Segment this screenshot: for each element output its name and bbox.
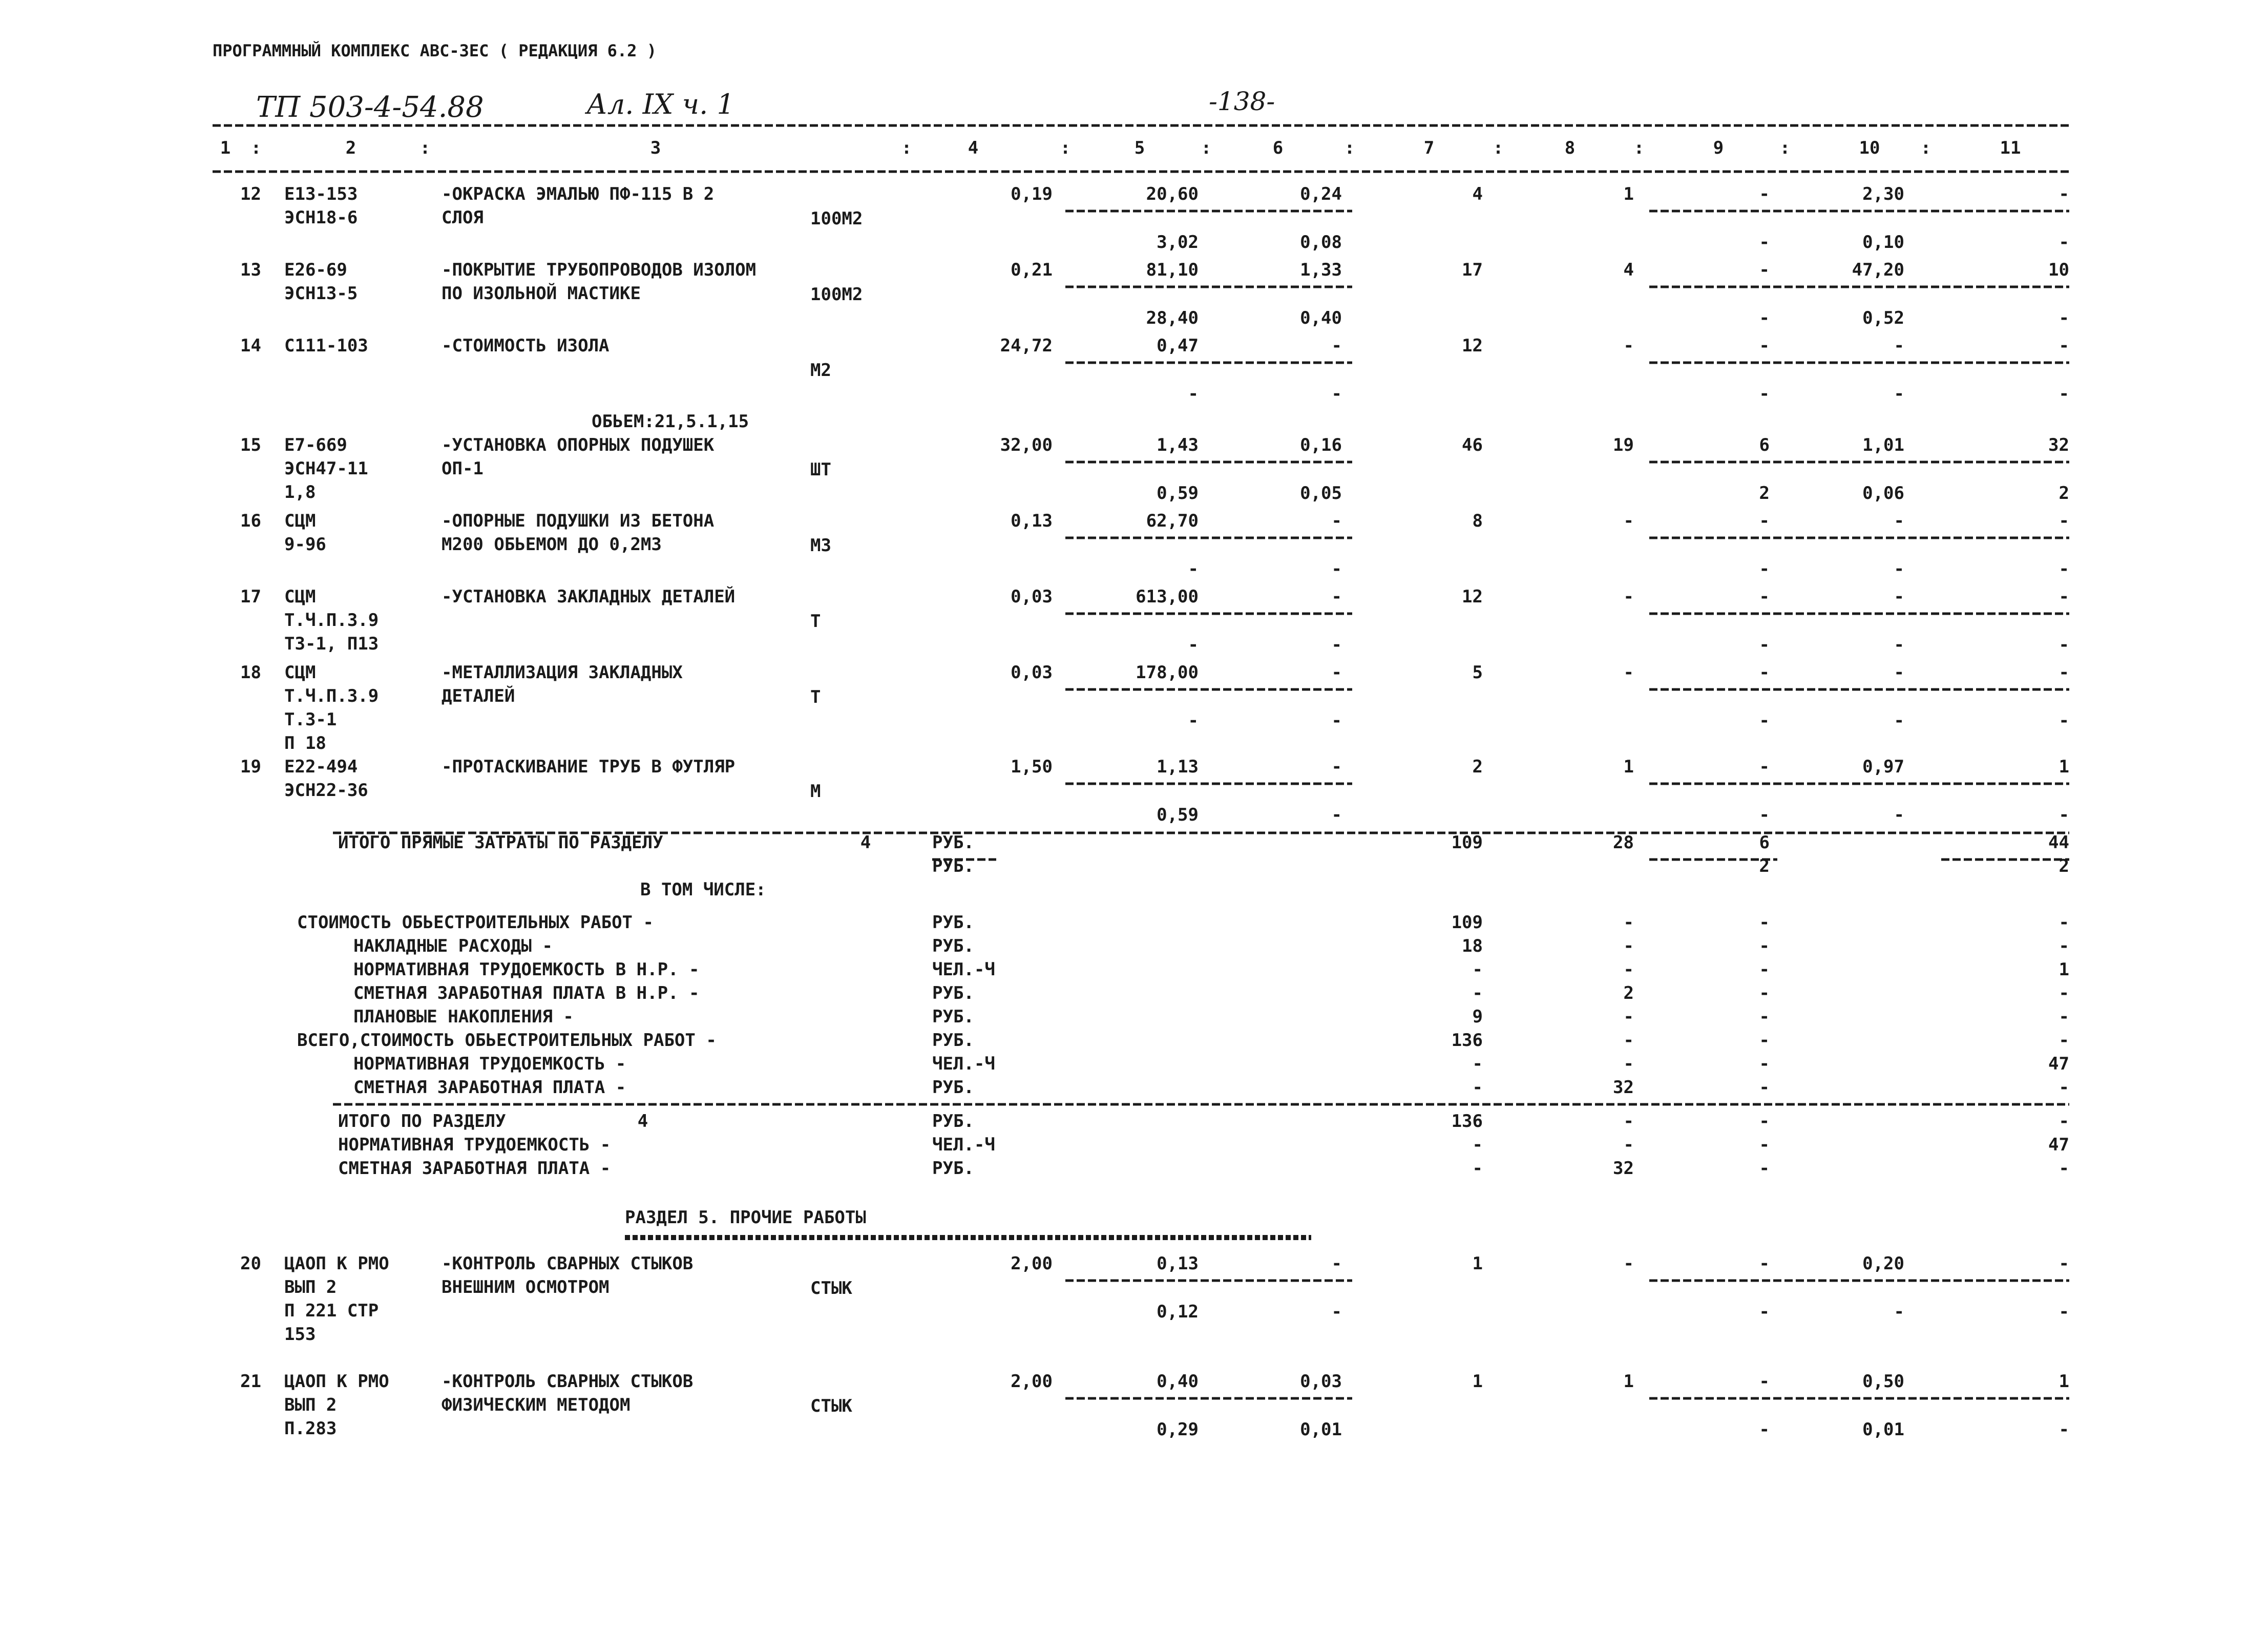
row-unit-machine: -	[1331, 511, 1342, 531]
row-description: ОП-1	[442, 458, 484, 479]
summary-line-col11: -	[2059, 1030, 2069, 1051]
row-description: -ОПОРНЫЕ ПОДУШКИ ИЗ БЕТОНА	[442, 511, 715, 531]
column-separator: :	[1920, 138, 1931, 158]
row-labor: -	[1894, 586, 1904, 607]
row-code: ЭСН13-5	[284, 283, 358, 304]
row-col11: -	[2059, 662, 2069, 683]
row-col9: 6	[1759, 435, 1770, 455]
row-code: П.283	[284, 1418, 337, 1439]
summary-line-machine: 2	[1623, 983, 1634, 1003]
handwritten-page-number: -138-	[1209, 87, 1275, 116]
row-col11-wage: -	[2059, 232, 2069, 253]
row-col11-wage: -	[2059, 1302, 2069, 1322]
row-number: 16	[240, 511, 261, 531]
row-labor: 0,20	[1862, 1253, 1904, 1274]
row-code: П 18	[284, 733, 326, 753]
row-unit-machine: 1,33	[1300, 260, 1342, 280]
row-code: ВЫП 2	[284, 1277, 337, 1297]
row-unit-price: 62,70	[1146, 511, 1199, 531]
row-number: 21	[240, 1371, 261, 1392]
row-col11: 10	[2048, 260, 2069, 280]
section-total-col9: -	[1759, 1158, 1770, 1179]
row-machine-cost: -	[1623, 1253, 1634, 1274]
summary-line-unit: РУБ.	[932, 1007, 974, 1027]
row-unit-machine: -	[1331, 757, 1342, 777]
row-unit-machine: 0,24	[1300, 184, 1342, 204]
total-direct-machine: 28	[1613, 832, 1634, 853]
row-unit-price: 0,13	[1157, 1253, 1199, 1274]
row-code: СЦМ	[284, 586, 316, 607]
row-unit-machine-wage: -	[1331, 710, 1342, 731]
row-unit-price-wage: 28,40	[1146, 308, 1199, 328]
row-unit-price: 0,47	[1157, 336, 1199, 356]
row-machine-cost: -	[1623, 662, 1634, 683]
column-header-2: 2	[345, 138, 356, 158]
row-code: Т.3-1	[284, 709, 337, 730]
row-unit-machine: -	[1331, 586, 1342, 607]
row-unit-machine: -	[1331, 1253, 1342, 1274]
row-col9: -	[1759, 662, 1770, 683]
summary-line-cost: -	[1472, 1077, 1483, 1098]
summary-line-label: НОРМАТИВНАЯ ТРУДОЕМКОСТЬ -	[353, 1054, 626, 1074]
section-total-cost: 136	[1451, 1111, 1483, 1132]
summary-line-unit: ЧЕЛ.-Ч	[932, 1054, 995, 1074]
row-machine-cost: 1	[1623, 757, 1634, 777]
row-description: -КОНТРОЛЬ СВАРНЫХ СТЫКОВ	[442, 1371, 694, 1392]
row-total-cost: 17	[1462, 260, 1483, 280]
summary-line-label: СМЕТНАЯ ЗАРАБОТНАЯ ПЛАТА -	[353, 1077, 626, 1098]
column-header-5: 5	[1134, 138, 1145, 158]
summary-line-col11: -	[2059, 1007, 2069, 1027]
summary-line-col11: 47	[2048, 1054, 2069, 1074]
row-code: Е22-494	[284, 757, 358, 777]
row-unit-machine-wage: -	[1331, 635, 1342, 655]
row-unit-machine-wage: 0,01	[1300, 1419, 1342, 1440]
row-labor-wage: -	[1894, 1302, 1904, 1322]
row-description: -ПОКРЫТИЕ ТРУБОПРОВОДОВ ИЗОЛОМ	[442, 260, 757, 280]
summary-line-col9: -	[1759, 1077, 1770, 1098]
row-machine-cost: 19	[1613, 435, 1634, 455]
row-col9-wage: -	[1759, 559, 1770, 579]
row-labor-wage: 0,06	[1862, 483, 1904, 504]
row-number: 15	[240, 435, 261, 455]
row-quantity: 0,19	[1011, 184, 1053, 204]
row-unit-machine: -	[1331, 662, 1342, 683]
total-direct-label: ИТОГО ПРЯМЫЕ ЗАТРАТЫ ПО РАЗДЕЛУ	[338, 832, 663, 853]
row-unit-price: 81,10	[1146, 260, 1199, 280]
column-separator: :	[419, 138, 431, 158]
row-code: ВЫП 2	[284, 1395, 337, 1415]
summary-line-label: ВСЕГО,СТОИМОСТЬ ОБЬЕСТРОИТЕЛЬНЫХ РАБОТ -	[297, 1030, 717, 1051]
summary-line-cost: 109	[1451, 912, 1483, 933]
row-unit: М3	[810, 535, 831, 556]
row-col11-wage: -	[2059, 1419, 2069, 1440]
row-labor: -	[1894, 662, 1904, 683]
row-col9-wage: -	[1759, 1302, 1770, 1322]
row-col9: -	[1759, 336, 1770, 356]
total-direct-unit: РУБ.	[932, 832, 974, 853]
row-unit-machine-wage: -	[1331, 805, 1342, 825]
row-quantity: 0,03	[1011, 662, 1053, 683]
row-unit: ШТ	[810, 459, 831, 480]
row-number: 20	[240, 1253, 261, 1274]
row-col9-wage: 2	[1759, 483, 1770, 504]
row-machine-cost: -	[1623, 336, 1634, 356]
row-col9-wage: -	[1759, 232, 1770, 253]
row-col11: 32	[2048, 435, 2069, 455]
row-col9-wage: -	[1759, 1419, 1770, 1440]
row-unit-price-wage: 0,59	[1157, 805, 1199, 825]
section-total-label: ИТОГО ПО РАЗДЕЛУ	[338, 1111, 506, 1132]
row-unit: Т	[810, 687, 821, 707]
summary-line-col9: -	[1759, 936, 1770, 956]
row-code: Т.Ч.П.3.9	[284, 686, 379, 706]
row-quantity: 0,21	[1011, 260, 1053, 280]
section-total-unit: ЧЕЛ.-Ч	[932, 1135, 995, 1155]
row-quantity: 2,00	[1011, 1371, 1053, 1392]
row-unit-price-wage: 3,02	[1157, 232, 1199, 253]
row-description: ВНЕШНИМ ОСМОТРОМ	[442, 1277, 610, 1297]
summary-line-unit: РУБ.	[932, 1077, 974, 1098]
row-unit-machine-wage: 0,40	[1300, 308, 1342, 328]
row-code: Е7-669	[284, 435, 347, 455]
section-total-number: 4	[637, 1111, 648, 1132]
row-col11-wage: -	[2059, 635, 2069, 655]
summary-line-col11: -	[2059, 983, 2069, 1003]
row-unit-machine-wage: -	[1331, 384, 1342, 404]
row-unit-price: 1,13	[1157, 757, 1199, 777]
row-code: 9-96	[284, 534, 326, 555]
row-labor: 0,97	[1862, 757, 1904, 777]
row-unit-machine: 0,16	[1300, 435, 1342, 455]
row-col11: -	[2059, 511, 2069, 531]
row-unit-price: 0,40	[1157, 1371, 1199, 1392]
row-col11: -	[2059, 336, 2069, 356]
summary-line-unit: РУБ.	[932, 983, 974, 1003]
row-labor: -	[1894, 336, 1904, 356]
column-header-4: 4	[968, 138, 979, 158]
row-code: Т3-1, П13	[284, 634, 379, 654]
row-unit-machine-wage: -	[1331, 559, 1342, 579]
row-code: Е26-69	[284, 260, 347, 280]
row-unit: Т	[810, 611, 821, 632]
summary-line-machine: 32	[1613, 1077, 1634, 1098]
handwritten-album: Ал. IX ч. 1	[586, 88, 734, 120]
section-total-unit: РУБ.	[932, 1111, 974, 1132]
row-code: 1,8	[284, 482, 316, 502]
column-separator: :	[901, 138, 912, 158]
summary-line-machine: -	[1623, 959, 1634, 980]
row-col11-wage: -	[2059, 710, 2069, 731]
section-total-machine: -	[1623, 1111, 1634, 1132]
row-unit: 100М2	[810, 284, 863, 305]
row-col11-wage: -	[2059, 384, 2069, 404]
total-direct-cost: 109	[1451, 832, 1483, 853]
row-col9-wage: -	[1759, 635, 1770, 655]
row-unit-price: 1,43	[1157, 435, 1199, 455]
summary-line-col9: -	[1759, 983, 1770, 1003]
row-code: 153	[284, 1324, 316, 1345]
section-total-unit: РУБ.	[932, 1158, 974, 1179]
row-unit-price-wage: 0,12	[1157, 1302, 1199, 1322]
summary-line-col9: -	[1759, 912, 1770, 933]
row-code: ЭСН18-6	[284, 207, 358, 228]
column-separator: :	[1344, 138, 1355, 158]
row-col11: 1	[2059, 757, 2069, 777]
summary-line-label: СТОИМОСТЬ ОБЬЕСТРОИТЕЛЬНЫХ РАБОТ -	[297, 912, 654, 933]
column-header-10: 10	[1859, 138, 1880, 158]
row-unit: СТЫК	[810, 1278, 852, 1298]
summary-line-label: СМЕТНАЯ ЗАРАБОТНАЯ ПЛАТА В Н.Р. -	[353, 983, 700, 1003]
row-unit-price-wage: -	[1188, 710, 1199, 731]
section-total-machine: 32	[1613, 1158, 1634, 1179]
row-description: ДЕТАЛЕЙ	[442, 686, 515, 706]
row-col9: -	[1759, 1371, 1770, 1392]
row-code: Е13-153	[284, 184, 358, 204]
row-description: М200 ОБЬЕМОМ ДО 0,2М3	[442, 534, 662, 555]
row-col9-wage: -	[1759, 384, 1770, 404]
row-labor: -	[1894, 511, 1904, 531]
row-description: ФИЗИЧЕСКИМ МЕТОДОМ	[442, 1395, 631, 1415]
row-unit-price-wage: 0,29	[1157, 1419, 1199, 1440]
row-total-cost: 12	[1462, 336, 1483, 356]
row-col11: -	[2059, 1253, 2069, 1274]
row-description: -УСТАНОВКА ОПОРНЫХ ПОДУШЕК	[442, 435, 715, 455]
row-col11-wage: -	[2059, 559, 2069, 579]
row-total-cost: 1	[1472, 1253, 1483, 1274]
row-col9: -	[1759, 184, 1770, 204]
column-header-1: 1	[220, 138, 231, 158]
row-col9: -	[1759, 511, 1770, 531]
row-col9: -	[1759, 757, 1770, 777]
summary-line-col11: 1	[2059, 959, 2069, 980]
column-separator: :	[1201, 138, 1212, 158]
row-total-cost: 2	[1472, 757, 1483, 777]
row-labor: 0,50	[1862, 1371, 1904, 1392]
row-col11: -	[2059, 586, 2069, 607]
row-quantity: 0,03	[1011, 586, 1053, 607]
summary-line-col11: -	[2059, 1077, 2069, 1098]
row-number: 18	[240, 662, 261, 683]
summary-line-col9: -	[1759, 1030, 1770, 1051]
summary-line-cost: 136	[1451, 1030, 1483, 1051]
row-labor-wage: -	[1894, 559, 1904, 579]
summary-line-unit: РУБ.	[932, 912, 974, 933]
row-unit-price-wage: 0,59	[1157, 483, 1199, 504]
row-col11-wage: -	[2059, 805, 2069, 825]
row-col9-wage: -	[1759, 710, 1770, 731]
row-unit-machine-wage: -	[1331, 1302, 1342, 1322]
row-description: -СТОИМОСТЬ ИЗОЛА	[442, 336, 610, 356]
summary-line-cost: 18	[1462, 936, 1483, 956]
row-machine-cost: -	[1623, 586, 1634, 607]
section-total-label: НОРМАТИВНАЯ ТРУДОЕМКОСТЬ -	[338, 1135, 611, 1155]
section-total-col11: -	[2059, 1158, 2069, 1179]
row-unit-machine: 0,03	[1300, 1371, 1342, 1392]
row-code: ЭСН22-36	[284, 780, 368, 801]
row-labor-wage: 0,01	[1862, 1419, 1904, 1440]
column-header-11: 11	[2000, 138, 2021, 158]
row-total-cost: 4	[1472, 184, 1483, 204]
section-total-col11: -	[2059, 1111, 2069, 1132]
row-code: СЦМ	[284, 511, 316, 531]
summary-line-cost: 9	[1472, 1007, 1483, 1027]
program-header: ПРОГРАММНЫЙ КОМПЛЕКС АВС-3ЕС ( РЕДАКЦИЯ 6.2 )	[213, 41, 657, 60]
row-description: -МЕТАЛЛИЗАЦИЯ ЗАКЛАДНЫХ	[442, 662, 683, 683]
column-separator: :	[1493, 138, 1504, 158]
row-unit: М	[810, 781, 821, 802]
row-unit-price: 178,00	[1136, 662, 1199, 683]
summary-line-col9: -	[1759, 1054, 1770, 1074]
row-number: 12	[240, 184, 261, 204]
row-code: ЭСН47-11	[284, 458, 368, 479]
including-label: В ТОМ ЧИСЛЕ:	[640, 879, 766, 900]
row-unit: 100М2	[810, 208, 863, 229]
column-separator: :	[1633, 138, 1645, 158]
summary-line-unit: РУБ.	[932, 936, 974, 956]
row-col9: -	[1759, 260, 1770, 280]
row-number: 19	[240, 757, 261, 777]
row-code: СЦМ	[284, 662, 316, 683]
total-direct-col11-2: 2	[2059, 856, 2069, 876]
row-col11-wage: -	[2059, 308, 2069, 328]
column-header-3: 3	[650, 138, 661, 158]
row-description: ПО ИЗОЛЬНОЙ МАСТИКЕ	[442, 283, 641, 304]
row-labor-wage: -	[1894, 805, 1904, 825]
summary-line-label: НОРМАТИВНАЯ ТРУДОЕМКОСТЬ В Н.Р. -	[353, 959, 700, 980]
row-code: С111-103	[284, 336, 368, 356]
summary-line-machine: -	[1623, 936, 1634, 956]
row-col9: -	[1759, 586, 1770, 607]
summary-line-machine: -	[1623, 1030, 1634, 1051]
row-labor-wage: -	[1894, 384, 1904, 404]
column-separator: :	[250, 138, 262, 158]
row-code: ЦАОП К РМО	[284, 1371, 389, 1392]
row-unit-price-wage: -	[1188, 635, 1199, 655]
summary-line-col11: -	[2059, 936, 2069, 956]
row-unit-price-wage: -	[1188, 384, 1199, 404]
section-total-col11: 47	[2048, 1135, 2069, 1155]
row-col9: -	[1759, 1253, 1770, 1274]
row-total-cost: 12	[1462, 586, 1483, 607]
row-machine-cost: -	[1623, 511, 1634, 531]
row-col11: -	[2059, 184, 2069, 204]
summary-line-cost: -	[1472, 1054, 1483, 1074]
row-col11: 1	[2059, 1371, 2069, 1392]
row-labor-wage: -	[1894, 710, 1904, 731]
row-machine-cost: 1	[1623, 1371, 1634, 1392]
row-description: -УСТАНОВКА ЗАКЛАДНЫХ ДЕТАЛЕЙ	[442, 586, 736, 607]
summary-line-machine: -	[1623, 912, 1634, 933]
summary-line-unit: ЧЕЛ.-Ч	[932, 959, 995, 980]
summary-line-col9: -	[1759, 1007, 1770, 1027]
row-total-cost: 8	[1472, 511, 1483, 531]
summary-line-unit: РУБ.	[932, 1030, 974, 1051]
row-unit: СТЫК	[810, 1396, 852, 1416]
section-total-cost: -	[1472, 1158, 1483, 1179]
row-labor-wage: 0,52	[1862, 308, 1904, 328]
row-description: -ОКРАСКА ЭМАЛЬЮ ПФ-115 В 2	[442, 184, 715, 204]
row-unit-machine-wage: 0,08	[1300, 232, 1342, 253]
row-code: ЦАОП К РМО	[284, 1253, 389, 1274]
section-total-label: СМЕТНАЯ ЗАРАБОТНАЯ ПЛАТА -	[338, 1158, 611, 1179]
total-direct-col9-2: 2	[1759, 856, 1770, 876]
summary-line-label: НАКЛАДНЫЕ РАСХОДЫ -	[353, 936, 553, 956]
row-quantity: 1,50	[1011, 757, 1053, 777]
row-col11-wage: 2	[2059, 483, 2069, 504]
total-direct-col9: 6	[1759, 832, 1770, 853]
column-header-9: 9	[1713, 138, 1724, 158]
summary-line-machine: -	[1623, 1007, 1634, 1027]
row-number: 13	[240, 260, 261, 280]
section-total-col9: -	[1759, 1111, 1770, 1132]
row-total-cost: 1	[1472, 1371, 1483, 1392]
row-description: -ПРОТАСКИВАНИЕ ТРУБ В ФУТЛЯР	[442, 757, 736, 777]
total-direct-unit-2: РУБ.	[932, 856, 974, 876]
row-col9-wage: -	[1759, 308, 1770, 328]
total-direct-section: 4	[860, 832, 871, 853]
row-code: П 221 СТР	[284, 1301, 379, 1321]
row-code: Т.Ч.П.3.9	[284, 610, 379, 631]
row-quantity: 2,00	[1011, 1253, 1053, 1274]
row-col9-wage: -	[1759, 805, 1770, 825]
summary-line-cost: -	[1472, 983, 1483, 1003]
volume-note: ОБЬЕМ:21,5.1,15	[592, 411, 749, 432]
row-unit-price: 20,60	[1146, 184, 1199, 204]
column-separator: :	[1779, 138, 1791, 158]
row-quantity: 0,13	[1011, 511, 1053, 531]
row-unit-price-wage: -	[1188, 559, 1199, 579]
summary-line-label: ПЛАНОВЫЕ НАКОПЛЕНИЯ -	[353, 1007, 574, 1027]
section-total-col9: -	[1759, 1135, 1770, 1155]
row-total-cost: 46	[1462, 435, 1483, 455]
row-number: 14	[240, 336, 261, 356]
row-quantity: 24,72	[1000, 336, 1053, 356]
row-labor: 47,20	[1852, 260, 1904, 280]
row-unit: М2	[810, 360, 831, 381]
row-labor-wage: 0,10	[1862, 232, 1904, 253]
row-unit-price: 613,00	[1136, 586, 1199, 607]
row-quantity: 32,00	[1000, 435, 1053, 455]
summary-line-col11: -	[2059, 912, 2069, 933]
row-unit-machine-wage: 0,05	[1300, 483, 1342, 504]
column-header-6: 6	[1272, 138, 1284, 158]
row-machine-cost: 4	[1623, 260, 1634, 280]
row-labor: 1,01	[1862, 435, 1904, 455]
total-direct-col11: 44	[2048, 832, 2069, 853]
row-total-cost: 5	[1472, 662, 1483, 683]
section-total-machine: -	[1623, 1135, 1634, 1155]
row-description: СЛОЯ	[442, 207, 484, 228]
row-unit-machine: -	[1331, 336, 1342, 356]
column-header-8: 8	[1564, 138, 1576, 158]
row-labor: 2,30	[1862, 184, 1904, 204]
summary-line-machine: -	[1623, 1054, 1634, 1074]
row-number: 17	[240, 586, 261, 607]
row-labor-wage: -	[1894, 635, 1904, 655]
column-separator: :	[1060, 138, 1071, 158]
summary-line-cost: -	[1472, 959, 1483, 980]
row-machine-cost: 1	[1623, 184, 1634, 204]
section-total-cost: -	[1472, 1135, 1483, 1155]
summary-line-col9: -	[1759, 959, 1770, 980]
section-5-title: РАЗДЕЛ 5. ПРОЧИЕ РАБОТЫ	[625, 1207, 866, 1228]
row-description: -КОНТРОЛЬ СВАРНЫХ СТЫКОВ	[442, 1253, 694, 1274]
handwritten-project-code: ТП 503-4-54.88	[256, 91, 484, 124]
column-header-7: 7	[1423, 138, 1435, 158]
